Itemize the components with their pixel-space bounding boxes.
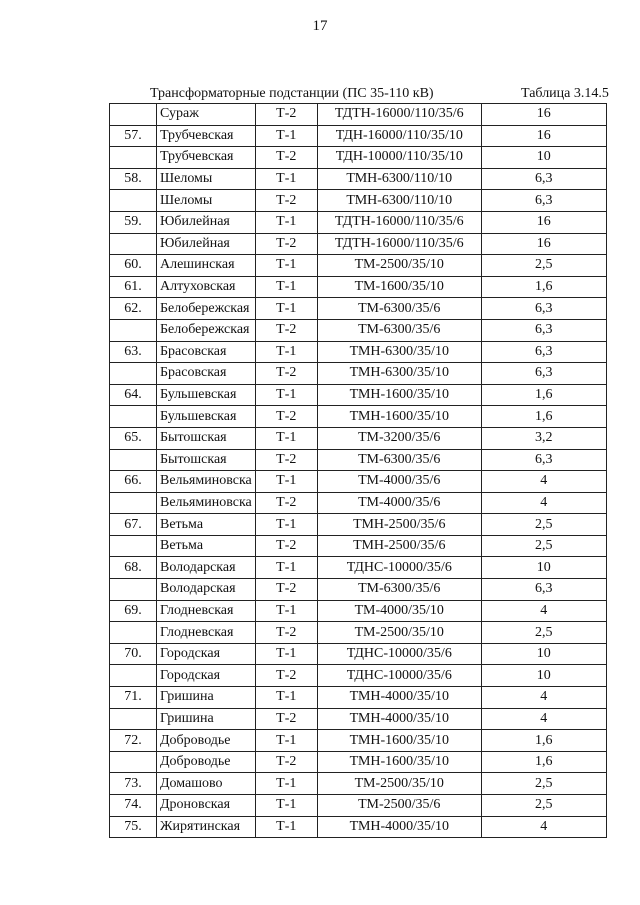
table-row (110, 535, 607, 557)
table-row (110, 557, 607, 579)
transformer-type: ТМН-6300/35/10 (317, 363, 481, 385)
transformer-type: ТМН-2500/35/6 (317, 514, 481, 536)
substation-name: Брасовская (157, 363, 256, 385)
transformer-type: ТМН-4000/35/10 (317, 708, 481, 730)
substation-name: Ветьма (157, 535, 256, 557)
table-row (110, 514, 607, 536)
capacity: 6,3 (481, 579, 606, 601)
substation-name: Ветьма (157, 514, 256, 536)
row-number (110, 751, 157, 773)
row-number: 62. (110, 298, 157, 320)
capacity: 4 (481, 687, 606, 709)
table-row (110, 708, 607, 730)
capacity: 4 (481, 708, 606, 730)
row-number: 60. (110, 255, 157, 277)
transformer-type: ТМН-2500/35/6 (317, 535, 481, 557)
capacity: 3,2 (481, 427, 606, 449)
substation-name: Бульшевская (157, 384, 256, 406)
substation-name: Гришина (157, 708, 256, 730)
transformer-designation: Т-1 (255, 773, 317, 795)
substation-name: Шеломы (157, 168, 256, 190)
row-number: 67. (110, 514, 157, 536)
table-row (110, 276, 607, 298)
substation-name: Бытошская (157, 427, 256, 449)
row-number (110, 104, 157, 126)
substation-name: Глодневская (157, 600, 256, 622)
page-number: 17 (312, 18, 328, 34)
row-number (110, 406, 157, 428)
capacity: 6,3 (481, 363, 606, 385)
table-row (110, 687, 607, 709)
substations-table (109, 103, 607, 838)
table-row (110, 298, 607, 320)
table-row (110, 190, 607, 212)
row-number: 75. (110, 816, 157, 838)
row-number (110, 363, 157, 385)
transformer-designation: Т-2 (255, 579, 317, 601)
transformer-designation: Т-1 (255, 557, 317, 579)
capacity: 10 (481, 665, 606, 687)
transformer-designation: Т-2 (255, 708, 317, 730)
capacity: 4 (481, 816, 606, 838)
row-number: 58. (110, 168, 157, 190)
table-row (110, 751, 607, 773)
transformer-type: ТМ-4000/35/10 (317, 600, 481, 622)
row-number (110, 190, 157, 212)
transformer-type: ТДНС-10000/35/6 (317, 557, 481, 579)
transformer-designation: Т-2 (255, 147, 317, 169)
transformer-type: ТДТН-16000/110/35/6 (317, 233, 481, 255)
transformer-designation: Т-1 (255, 687, 317, 709)
substation-name: Володарская (157, 579, 256, 601)
substation-name: Белобережская (157, 298, 256, 320)
capacity: 2,5 (481, 622, 606, 644)
row-number: 70. (110, 643, 157, 665)
table-row (110, 255, 607, 277)
transformer-designation: Т-1 (255, 168, 317, 190)
table-row (110, 643, 607, 665)
substation-name: Дроновская (157, 795, 256, 817)
capacity: 16 (481, 104, 606, 126)
transformer-designation: Т-1 (255, 255, 317, 277)
transformer-designation: Т-1 (255, 341, 317, 363)
transformer-type: ТМН-4000/35/10 (317, 687, 481, 709)
transformer-designation: Т-1 (255, 125, 317, 147)
capacity: 6,3 (481, 449, 606, 471)
substation-name: Городская (157, 665, 256, 687)
transformer-designation: Т-1 (255, 643, 317, 665)
transformer-designation: Т-2 (255, 104, 317, 126)
table-row (110, 363, 607, 385)
row-number: 66. (110, 471, 157, 493)
transformer-designation: Т-2 (255, 751, 317, 773)
transformer-designation: Т-2 (255, 406, 317, 428)
transformer-designation: Т-2 (255, 622, 317, 644)
transformer-type: ТМ-6300/35/6 (317, 319, 481, 341)
transformer-designation: Т-2 (255, 449, 317, 471)
table-row (110, 579, 607, 601)
transformer-type: ТДН-16000/110/35/10 (317, 125, 481, 147)
substation-name: Шеломы (157, 190, 256, 212)
substation-name: Вельяминовска (157, 492, 256, 514)
transformer-type: ТМ-6300/35/6 (317, 298, 481, 320)
capacity: 2,5 (481, 514, 606, 536)
capacity: 4 (481, 492, 606, 514)
table-row (110, 319, 607, 341)
substation-name: Юбилейная (157, 211, 256, 233)
transformer-type: ТМ-2500/35/10 (317, 622, 481, 644)
table-row (110, 147, 607, 169)
capacity: 1,6 (481, 276, 606, 298)
capacity: 4 (481, 471, 606, 493)
substation-name: Бытошская (157, 449, 256, 471)
row-number: 72. (110, 730, 157, 752)
table-row (110, 449, 607, 471)
transformer-type: ТМ-4000/35/6 (317, 492, 481, 514)
transformer-designation: Т-2 (255, 492, 317, 514)
row-number: 71. (110, 687, 157, 709)
capacity: 16 (481, 233, 606, 255)
transformer-type: ТМН-6300/110/10 (317, 190, 481, 212)
transformer-designation: Т-1 (255, 211, 317, 233)
capacity: 1,6 (481, 384, 606, 406)
table-row (110, 471, 607, 493)
capacity: 2,5 (481, 255, 606, 277)
row-number: 63. (110, 341, 157, 363)
substation-name: Доброводье (157, 730, 256, 752)
substation-name: Алешинская (157, 255, 256, 277)
substation-name: Бульшевская (157, 406, 256, 428)
table-row (110, 211, 607, 233)
transformer-designation: Т-2 (255, 665, 317, 687)
row-number (110, 492, 157, 514)
substation-name: Белобережская (157, 319, 256, 341)
transformer-designation: Т-2 (255, 319, 317, 341)
transformer-type: ТМ-4000/35/6 (317, 471, 481, 493)
transformer-designation: Т-2 (255, 363, 317, 385)
transformer-type: ТМН-6300/35/10 (317, 341, 481, 363)
transformer-designation: Т-1 (255, 514, 317, 536)
row-number: 74. (110, 795, 157, 817)
table-row (110, 384, 607, 406)
capacity: 2,5 (481, 773, 606, 795)
row-number: 65. (110, 427, 157, 449)
substation-name: Трубчевская (157, 125, 256, 147)
row-number: 57. (110, 125, 157, 147)
row-number (110, 233, 157, 255)
row-number (110, 579, 157, 601)
row-number (110, 319, 157, 341)
transformer-type: ТМ-2500/35/10 (317, 773, 481, 795)
transformer-designation: Т-1 (255, 795, 317, 817)
table-row (110, 406, 607, 428)
capacity: 10 (481, 557, 606, 579)
table-row (110, 492, 607, 514)
transformer-type: ТМН-4000/35/10 (317, 816, 481, 838)
capacity: 6,3 (481, 341, 606, 363)
transformer-designation: Т-1 (255, 730, 317, 752)
table-row (110, 427, 607, 449)
transformer-type: ТМН-1600/35/10 (317, 730, 481, 752)
table-caption: Трансформаторные подстанции (ПС 35-110 кВ) (150, 86, 434, 101)
capacity: 10 (481, 147, 606, 169)
capacity: 16 (481, 125, 606, 147)
row-number (110, 147, 157, 169)
substation-name: Глодневская (157, 622, 256, 644)
transformer-designation: Т-2 (255, 190, 317, 212)
table-row (110, 104, 607, 126)
table-row (110, 816, 607, 838)
row-number: 73. (110, 773, 157, 795)
capacity: 6,3 (481, 190, 606, 212)
transformer-type: ТМ-2500/35/10 (317, 255, 481, 277)
table-row (110, 600, 607, 622)
table-row (110, 622, 607, 644)
transformer-type: ТМ-6300/35/6 (317, 449, 481, 471)
transformer-type: ТМ-1600/35/10 (317, 276, 481, 298)
transformer-type: ТМ-2500/35/6 (317, 795, 481, 817)
transformer-type: ТДТН-16000/110/35/6 (317, 211, 481, 233)
substation-name: Гришина (157, 687, 256, 709)
substation-name: Трубчевская (157, 147, 256, 169)
transformer-designation: Т-1 (255, 298, 317, 320)
substation-name: Алтуховская (157, 276, 256, 298)
row-number: 61. (110, 276, 157, 298)
table-row (110, 795, 607, 817)
row-number (110, 665, 157, 687)
transformer-designation: Т-2 (255, 233, 317, 255)
transformer-type: ТМ-6300/35/6 (317, 579, 481, 601)
table-row (110, 665, 607, 687)
substation-name: Сураж (157, 104, 256, 126)
substation-name: Жирятинская (157, 816, 256, 838)
substation-name: Доброводье (157, 751, 256, 773)
transformer-designation: Т-1 (255, 816, 317, 838)
substation-name: Городская (157, 643, 256, 665)
capacity: 1,6 (481, 751, 606, 773)
capacity: 2,5 (481, 535, 606, 557)
capacity: 4 (481, 600, 606, 622)
row-number: 69. (110, 600, 157, 622)
capacity: 6,3 (481, 298, 606, 320)
transformer-designation: Т-1 (255, 384, 317, 406)
substations-table-body (110, 104, 607, 838)
row-number (110, 708, 157, 730)
row-number: 64. (110, 384, 157, 406)
transformer-designation: Т-1 (255, 427, 317, 449)
row-number (110, 535, 157, 557)
transformer-designation: Т-2 (255, 535, 317, 557)
table-row (110, 168, 607, 190)
transformer-type: ТМН-1600/35/10 (317, 406, 481, 428)
capacity: 2,5 (481, 795, 606, 817)
row-number: 68. (110, 557, 157, 579)
capacity: 1,6 (481, 730, 606, 752)
table-row (110, 125, 607, 147)
transformer-type: ТМН-1600/35/10 (317, 384, 481, 406)
table-row (110, 730, 607, 752)
table-label: Таблица 3.14.5 (521, 86, 609, 101)
transformer-designation: Т-1 (255, 600, 317, 622)
substation-name: Домашово (157, 773, 256, 795)
capacity: 6,3 (481, 168, 606, 190)
row-number: 59. (110, 211, 157, 233)
transformer-type: ТМ-3200/35/6 (317, 427, 481, 449)
substation-name: Юбилейная (157, 233, 256, 255)
transformer-designation: Т-1 (255, 276, 317, 298)
table-row (110, 233, 607, 255)
table-row (110, 773, 607, 795)
row-number (110, 449, 157, 471)
substation-name: Брасовская (157, 341, 256, 363)
substation-name: Володарская (157, 557, 256, 579)
capacity: 10 (481, 643, 606, 665)
substation-name: Вельяминовска (157, 471, 256, 493)
transformer-type: ТМН-6300/110/10 (317, 168, 481, 190)
transformer-type: ТДТН-16000/110/35/6 (317, 104, 481, 126)
transformer-type: ТДНС-10000/35/6 (317, 665, 481, 687)
transformer-designation: Т-1 (255, 471, 317, 493)
capacity: 1,6 (481, 406, 606, 428)
transformer-type: ТМН-1600/35/10 (317, 751, 481, 773)
capacity: 16 (481, 211, 606, 233)
capacity: 6,3 (481, 319, 606, 341)
transformer-type: ТДНС-10000/35/6 (317, 643, 481, 665)
table-row (110, 341, 607, 363)
row-number (110, 622, 157, 644)
transformer-type: ТДН-10000/110/35/10 (317, 147, 481, 169)
